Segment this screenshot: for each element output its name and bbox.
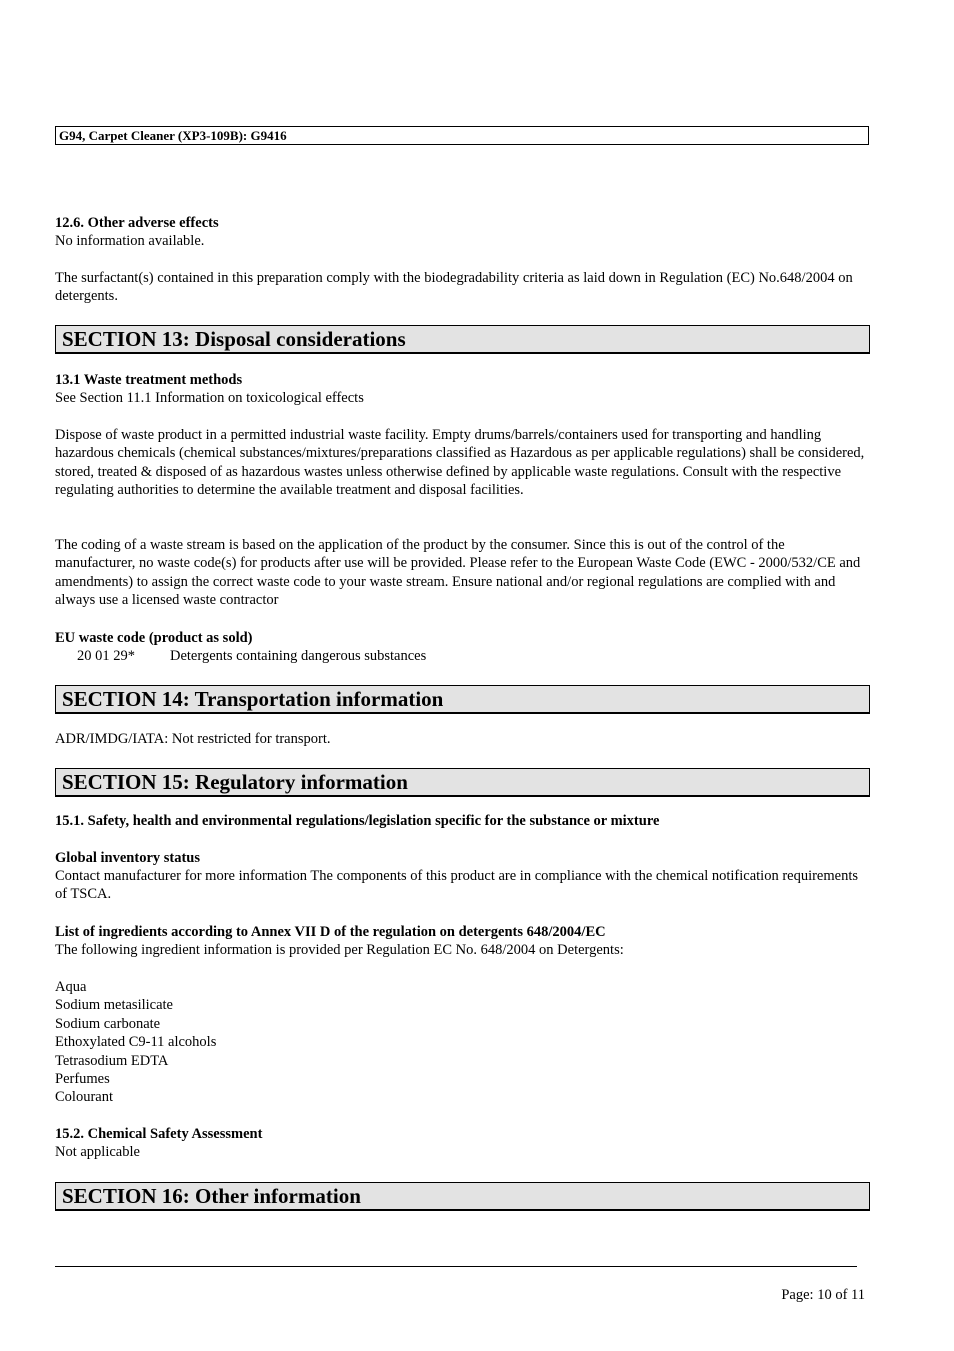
ingredient-item: Sodium metasilicate bbox=[55, 997, 173, 1014]
heading-15-1: 15.1. Safety, health and environmental regulations/legislation specific for the substance or mixture bbox=[55, 813, 660, 829]
section-15-title: SECTION 15: Regulatory information bbox=[55, 768, 870, 797]
text-15-2: Not applicable bbox=[55, 1144, 140, 1160]
eu-waste-code: 20 01 29* bbox=[77, 648, 135, 664]
heading-13-1: 13.1 Waste treatment methods bbox=[55, 372, 243, 388]
heading-12-6: 12.6. Other adverse effects bbox=[55, 215, 219, 231]
eu-waste-description: Detergents containing dangerous substances bbox=[170, 648, 427, 664]
ingredient-item: Perfumes bbox=[55, 1071, 110, 1088]
text-12-6: No information available. bbox=[55, 233, 205, 249]
surfactant-paragraph: The surfactant(s) contained in this preparation comply with the biodegradability criteria as laid down in Regulation (EC) No.648/2004 on detergents. bbox=[55, 270, 853, 305]
ingredient-item: Tetrasodium EDTA bbox=[55, 1052, 169, 1069]
footer-divider bbox=[55, 1266, 857, 1267]
document-header: G94, Carpet Cleaner (XP3-109B): G9416 bbox=[55, 126, 869, 145]
section-16-title: SECTION 16: Other information bbox=[55, 1182, 870, 1211]
waste-coding-paragraph: The coding of a waste stream is based on the application of the product by the consumer. Since this is out of the control of the manufacturer, no waste code(s) for products after use will be provided. Please refer to the European Waste Code (EWC - 2000/532/CE and amendments) to assign the correct waste code to your waste stream. Ensure national and/or regional regulations are complied with and always use a licensed waste contractor bbox=[55, 537, 861, 609]
global-inventory-text: Contact manufacturer for more information The components of this product are in compliance with the chemical notification requirements of TSCA. bbox=[55, 868, 859, 903]
heading-15-2: 15.2. Chemical Safety Assessment bbox=[55, 1126, 263, 1142]
ingredients-list-heading: List of ingredients according to Annex VII D of the regulation on detergents 648/2004/EC bbox=[55, 924, 606, 940]
global-inventory-heading: Global inventory status bbox=[55, 850, 201, 866]
disposal-paragraph: Dispose of waste product in a permitted industrial waste facility. Empty drums/barrels/containers used for transporting and handling hazardous chemicals (chemical substances/mixtures/preparations classified as Hazardous as per applicable regulations) shall be considered, stored, treated & disposed of as hazardous wastes unless otherwise defined by applicable waste regulations. Consult with the respective regulating authorities to determine the available treatment and disposal facilities. bbox=[55, 427, 865, 499]
transport-text: ADR/IMDG/IATA: Not restricted for transport. bbox=[55, 731, 331, 747]
text-13-1: See Section 11.1 Information on toxicological effects bbox=[55, 390, 364, 406]
ingredient-item: Sodium carbonate bbox=[55, 1015, 161, 1032]
ingredient-item: Ethoxylated C9-11 alcohols bbox=[55, 1034, 217, 1051]
ingredient-item: Aqua bbox=[55, 979, 87, 995]
eu-waste-code-heading: EU waste code (product as sold) bbox=[55, 630, 253, 646]
page-number: Page: 10 of 11 bbox=[781, 1287, 865, 1303]
ingredient-item: Colourant bbox=[55, 1089, 113, 1106]
eu-waste-code-row bbox=[77, 647, 426, 665]
section-14-title: SECTION 14: Transportation information bbox=[55, 685, 870, 714]
ingredients-intro: The following ingredient information is provided per Regulation EC No. 648/2004 on Detergents: bbox=[55, 942, 624, 958]
ingredients-list bbox=[55, 978, 867, 1107]
section-13-title: SECTION 13: Disposal considerations bbox=[55, 325, 870, 354]
